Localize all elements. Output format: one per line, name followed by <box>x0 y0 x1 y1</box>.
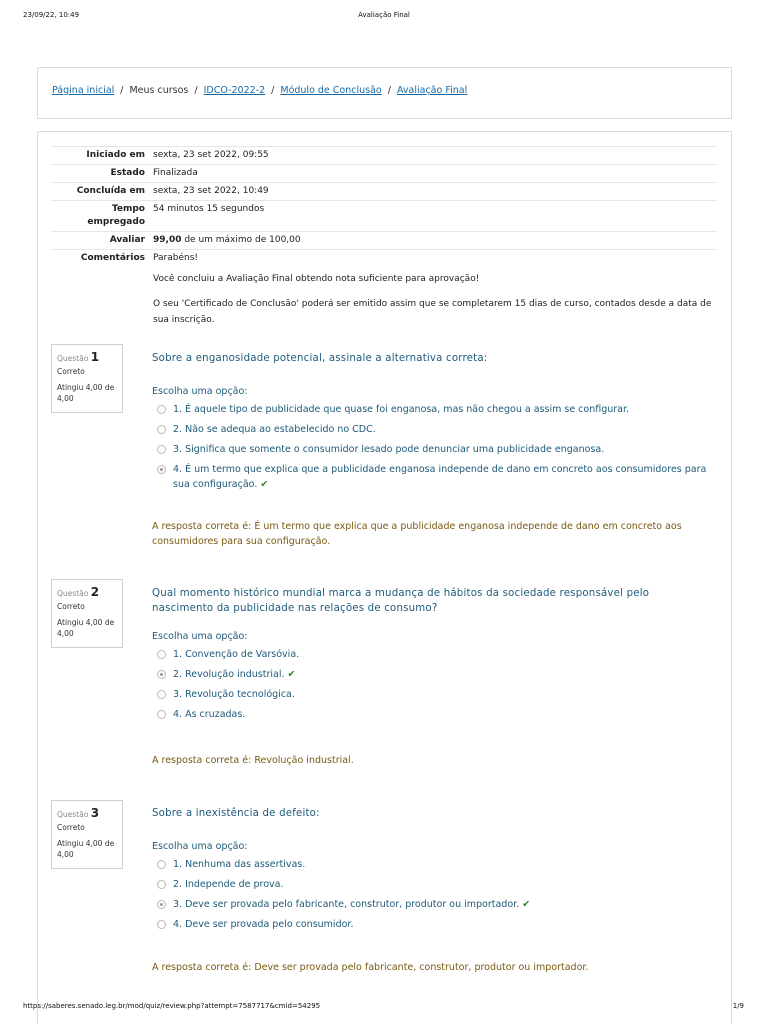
summary-label: Avaliar <box>109 235 145 245</box>
summary-value: Finalizada <box>153 168 198 178</box>
answer-option[interactable] <box>152 462 712 492</box>
answer-option[interactable] <box>152 402 712 417</box>
question-info-2 <box>51 579 123 648</box>
answer-option[interactable] <box>152 667 712 682</box>
breadcrumb-course-link[interactable]: IDCO-2022-2 <box>203 85 266 96</box>
option-label <box>173 462 712 492</box>
answer-option[interactable] <box>152 422 712 437</box>
print-page-number: 1/9 <box>732 1002 744 1010</box>
radio-button[interactable] <box>157 690 166 699</box>
option-label: 4. Deve ser provada pelo consumidor. <box>173 919 354 930</box>
correct-answer-feedback: A resposta correta é: Deve ser provada pelo fabricante, construtor, produtor ou importador. <box>152 962 589 973</box>
options-list <box>152 857 712 932</box>
answer-option[interactable] <box>152 917 712 932</box>
question-text: Qual momento histórico mundial marca a mudança de hábitos da sociedade responsável pelo nascimento da publicidade nas relações de consumo? <box>152 588 650 614</box>
question-label: Questão <box>57 354 89 363</box>
answer-option[interactable] <box>152 857 712 872</box>
question-content-1 <box>152 351 712 549</box>
question-number <box>57 806 117 820</box>
question-number <box>57 585 117 599</box>
option-label: 2. Não se adequa ao estabelecido no CDC. <box>173 424 376 435</box>
option-label: 3. Revolução tecnológica. <box>173 689 295 700</box>
correct-answer-feedback: A resposta correta é: É um termo que explica que a publicidade enganosa independe de dano em concreto aos consumidores para sua configuração. <box>152 521 682 547</box>
question-label: Questão <box>57 589 89 598</box>
option-label-text: 2. Revolução industrial. <box>173 669 285 680</box>
question-number-value: 1 <box>90 350 100 364</box>
option-label <box>173 897 530 912</box>
radio-button[interactable] <box>157 425 166 434</box>
feedback-text: Você concluiu a Avaliação Final obtendo nota suficiente para aprovação! <box>153 274 480 284</box>
correct-answer-feedback: A resposta correta é: Revolução industrial. <box>152 755 354 766</box>
question-state: Correto <box>57 823 85 832</box>
checkmark-icon: ✔ <box>522 899 531 910</box>
radio-button[interactable] <box>157 650 166 659</box>
question-content-2 <box>152 586 712 768</box>
breadcrumb-separator: / <box>271 85 275 96</box>
option-label-text: 4. É um termo que explica que a publicidade enganosa independe de dano em concreto aos consumidores para sua configuração. <box>173 464 707 490</box>
feedback-text: Parabéns! <box>153 253 199 263</box>
question-grade: Atingiu 4,00 de 4,00 <box>57 383 115 403</box>
summary-label: Iniciado em <box>86 150 145 160</box>
feedback-text: O seu 'Certificado de Conclusão' poderá ser emitido assim que se completarem 15 dias de curso, contados desde a data de sua inscrição. <box>153 299 712 325</box>
summary-row-state <box>51 164 717 182</box>
grade-max: de um máximo de 100,00 <box>181 235 301 245</box>
radio-button[interactable] <box>157 405 166 414</box>
radio-button[interactable] <box>157 445 166 454</box>
summary-row-feedback <box>51 249 717 339</box>
breadcrumb-courses: Meus cursos <box>129 85 189 96</box>
question-state: Correto <box>57 602 85 611</box>
question-label: Questão <box>57 810 89 819</box>
breadcrumb-separator: / <box>387 85 391 96</box>
question-state: Correto <box>57 367 85 376</box>
option-label-text: 3. Deve ser provada pelo fabricante, construtor, produtor ou importador. <box>173 899 520 910</box>
breadcrumb-quiz-link[interactable]: Avaliação Final <box>396 85 468 96</box>
option-label: 3. Significa que somente o consumidor lesado pode denunciar uma publicidade enganosa. <box>173 444 605 455</box>
question-grade: Atingiu 4,00 de 4,00 <box>57 839 115 859</box>
breadcrumb-module-link[interactable]: Módulo de Conclusão <box>280 85 382 96</box>
radio-button[interactable] <box>157 880 166 889</box>
print-header <box>0 11 768 23</box>
option-label: 1. Nenhuma das assertivas. <box>173 859 306 870</box>
answer-option[interactable] <box>152 687 712 702</box>
summary-value <box>151 250 717 339</box>
question-text: Sobre a enganosidade potencial, assinale a alternativa correta: <box>152 353 488 364</box>
summary-row-completed <box>51 182 717 200</box>
breadcrumb-home-link[interactable]: Página inicial <box>52 85 115 96</box>
summary-label <box>51 201 151 231</box>
summary-label: Comentários <box>80 253 145 263</box>
radio-button-selected[interactable] <box>157 670 166 679</box>
print-url: https://saberes.senado.leg.br/mod/quiz/review.php?attempt=7587717&cmid=54295 <box>23 1002 321 1010</box>
answer-option[interactable] <box>152 442 712 457</box>
breadcrumb-panel <box>37 67 732 119</box>
summary-row-started <box>51 146 717 164</box>
option-label <box>173 667 295 682</box>
checkmark-icon: ✔ <box>260 479 269 490</box>
question-number-value: 2 <box>90 585 100 599</box>
question-grade: Atingiu 4,00 de 4,00 <box>57 618 115 638</box>
option-label: 1. É aquele tipo de publicidade que quase foi enganosa, mas não chegou a assim se configurar. <box>173 404 630 415</box>
breadcrumb-separator: / <box>120 85 124 96</box>
summary-value: sexta, 23 set 2022, 09:55 <box>153 150 269 160</box>
radio-button[interactable] <box>157 920 166 929</box>
question-number <box>57 350 117 364</box>
question-info-3 <box>51 800 123 869</box>
question-text: Sobre a inexistência de defeito: <box>152 808 320 819</box>
print-datetime: 23/09/22, 10:49 <box>23 11 80 19</box>
summary-label: Estado <box>110 168 145 178</box>
checkmark-icon: ✔ <box>287 669 296 680</box>
answer-option[interactable] <box>152 647 712 662</box>
summary-label-line: Tempo <box>111 204 145 214</box>
answer-option[interactable] <box>152 877 712 892</box>
print-title: Avaliação Final <box>358 11 410 19</box>
radio-button[interactable] <box>157 860 166 869</box>
choose-option-prompt: Escolha uma opção: <box>152 841 248 852</box>
question-number-value: 3 <box>90 806 100 820</box>
radio-button-selected[interactable] <box>157 900 166 909</box>
summary-value: 54 minutos 15 segundos <box>153 204 265 214</box>
breadcrumb-separator: / <box>194 85 198 96</box>
options-list <box>152 402 712 492</box>
radio-button-selected[interactable] <box>157 465 166 474</box>
choose-option-prompt: Escolha uma opção: <box>152 631 248 642</box>
grade-score: 99,00 <box>153 235 182 245</box>
breadcrumb <box>52 85 467 96</box>
summary-value: sexta, 23 set 2022, 10:49 <box>153 186 269 196</box>
attempt-summary-table <box>51 146 717 339</box>
option-label: 1. Convenção de Varsóvia. <box>173 649 300 660</box>
choose-option-prompt: Escolha uma opção: <box>152 386 248 397</box>
summary-value <box>151 232 717 249</box>
options-list <box>152 647 712 722</box>
question-content-3 <box>152 806 712 975</box>
summary-label-line: empregado <box>87 217 145 227</box>
answer-option[interactable] <box>152 897 712 912</box>
summary-row-time <box>51 200 717 231</box>
summary-row-grade <box>51 231 717 249</box>
question-info-1 <box>51 344 123 413</box>
option-label: 4. As cruzadas. <box>173 709 246 720</box>
summary-label: Concluída em <box>76 186 145 196</box>
option-label: 2. Independe de prova. <box>173 879 284 890</box>
answer-option[interactable] <box>152 707 712 722</box>
radio-button[interactable] <box>157 710 166 719</box>
